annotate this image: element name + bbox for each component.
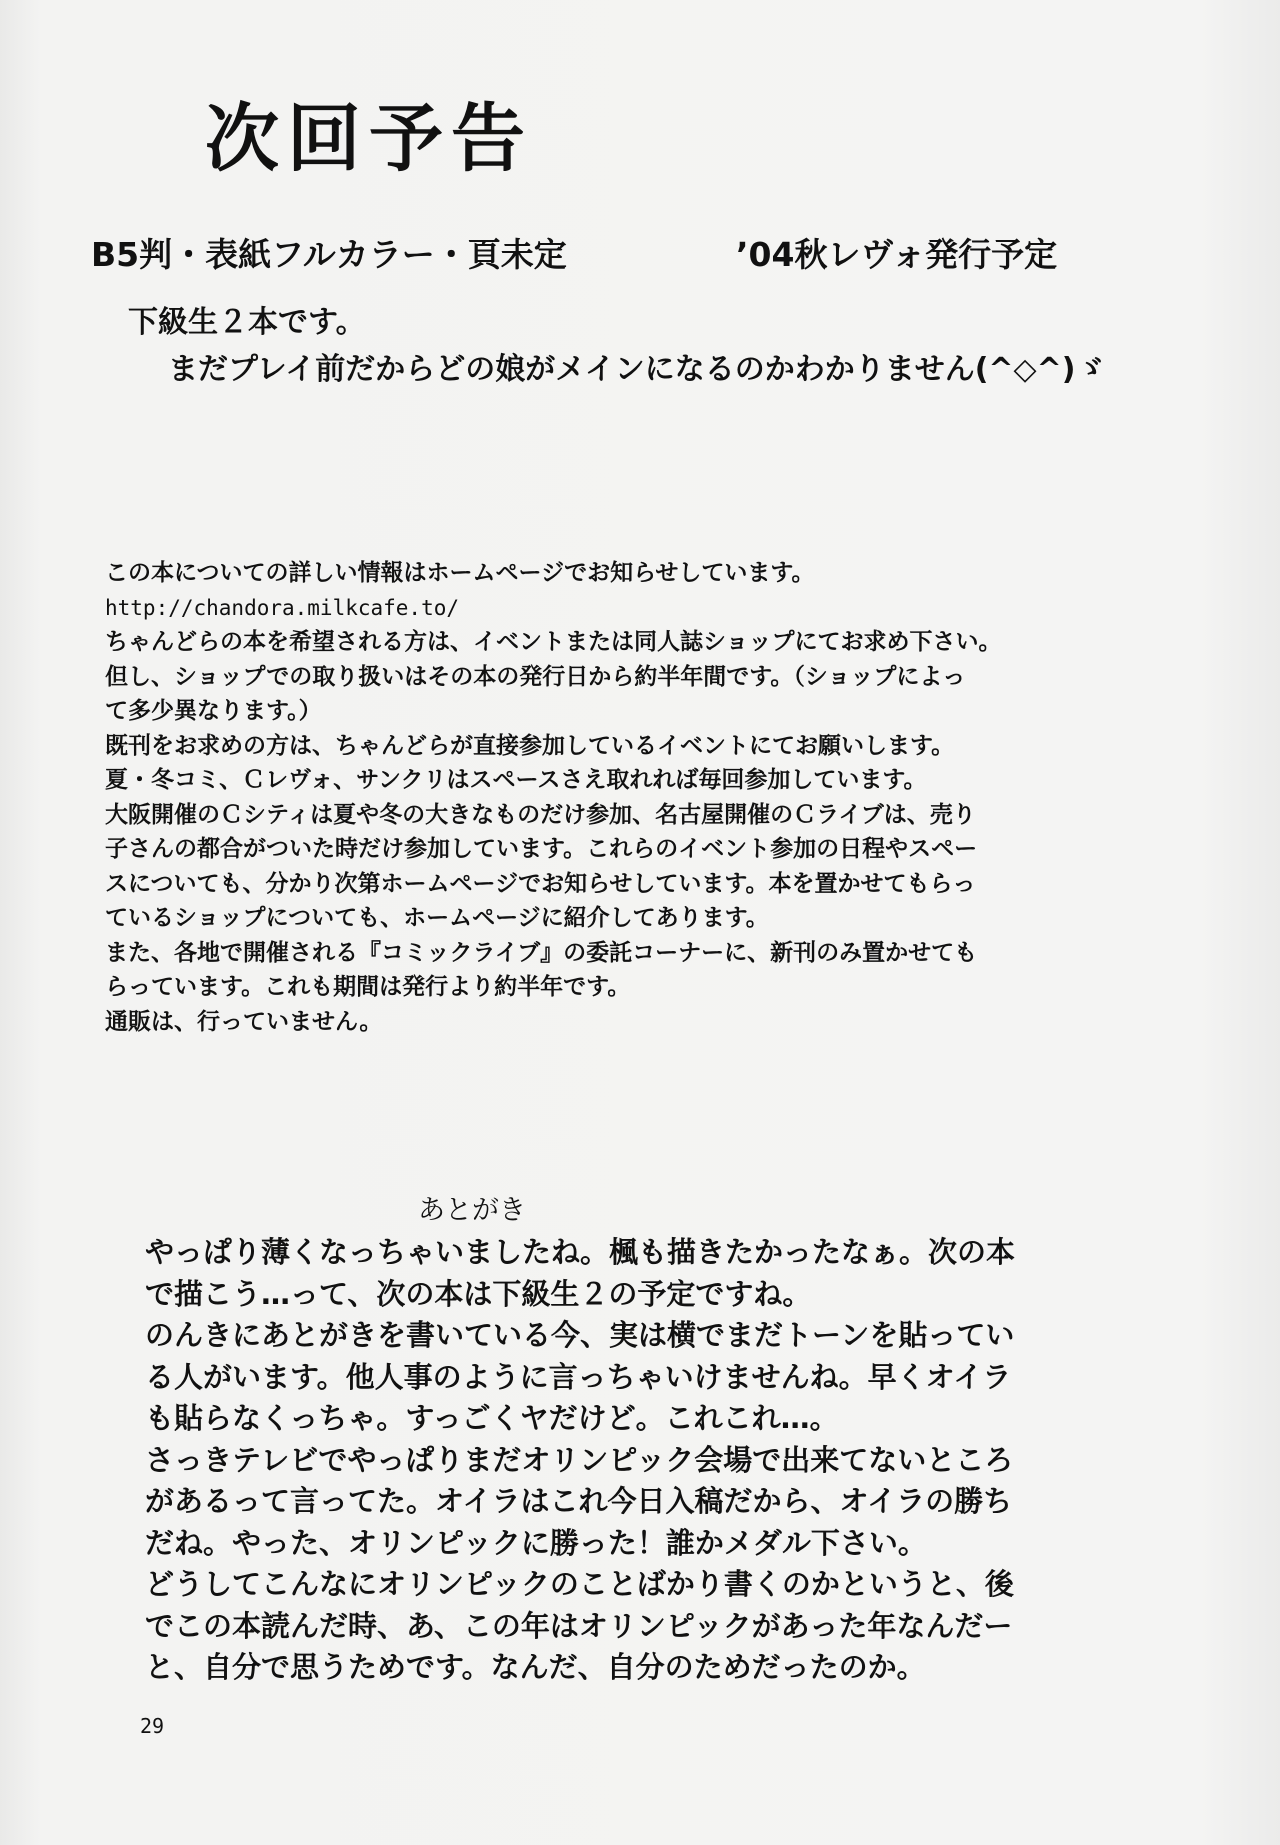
lead-line: 下級生２本です。 xyxy=(128,305,366,340)
page-number: 29 xyxy=(140,1714,165,1738)
afterword-line: のんきにあとがきを書いている今、実は横でまだトーンを貼ってい xyxy=(145,1318,1015,1352)
homepage-url: http://chandora.milkcafe.to/ xyxy=(105,595,460,620)
info-line: 通販は、行っていません。 xyxy=(105,1008,383,1035)
lead-subline: まだプレイ前だからどの娘がメインになるのかわかりません(^◇^)ゞ xyxy=(168,352,1106,387)
info-line: ているショップについても、ホームページに紹介してあります。 xyxy=(105,905,769,931)
afterword-line: と、自分で思うためです。なんだ、自分のためだったのか。 xyxy=(145,1650,926,1684)
info-paragraph xyxy=(105,556,1185,1039)
page-title: 次回予告 xyxy=(205,96,533,182)
info-line: この本についての詳しい情報はホームページでお知らせしています。 xyxy=(105,560,815,586)
info-line: 但し、ショップでの取り扱いはその本の発行日から約半年間です。（ショップによっ xyxy=(105,663,966,690)
info-line: ちゃんどらの本を希望される方は、イベントまたは同人誌ショップにてお求め下さい。 xyxy=(105,629,1002,655)
info-line: らっています。これも期間は発行より約半年です。 xyxy=(105,974,631,1000)
info-line: 子さんの都合がついた時だけ参加しています。これらのイベント参加の日程やスペー xyxy=(105,836,978,862)
info-line: また、各地で開催される『コミックライブ』の委託コーナーに、新刊のみ置かせても xyxy=(105,939,978,966)
info-line: スについても、分かり次第ホームページでお知らせしています。本を置かせてもらっ xyxy=(105,870,976,897)
afterword-line: さっきテレビでやっぱりまだオリンピック会場で出来てないところ xyxy=(145,1442,1014,1477)
release-schedule: ’04秋レヴォ発行予定 xyxy=(736,235,1058,274)
info-line: 夏・冬コミ、Ｃレヴォ、サンクリはスペースさえ取れれば毎回参加しています。 xyxy=(105,767,927,793)
book-format: B5判・表紙フルカラー・頁未定 xyxy=(91,235,567,274)
afterword-line: でこの本読んだ時、あ、この年はオリンピックがあった年なんだー xyxy=(145,1608,1013,1643)
afterword-line: で描こう…って、次の本は下級生２の予定ですね。 xyxy=(145,1276,812,1311)
afterword-text xyxy=(145,1232,1165,1689)
afterword-heading: あとがき xyxy=(418,1195,526,1226)
afterword-line: があるって言ってた。オイラはこれ今日入稿だから、オイラの勝ち xyxy=(145,1484,1013,1518)
afterword-line: も貼らなくっちゃ。すっごくヤだけど。これこれ…。 xyxy=(145,1401,839,1435)
info-line: て多少異なります。） xyxy=(105,698,322,724)
book-specs xyxy=(91,235,1058,274)
afterword-line: だね。やった、オリンピックに勝った！誰かメダル下さい。 xyxy=(145,1525,927,1560)
afterword-line: どうしてこんなにオリンピックのことばかり書くのかというと、後 xyxy=(145,1567,1014,1601)
afterword-line: やっぱり薄くなっちゃいましたね。楓も描きたかったなぁ。次の本 xyxy=(145,1235,1016,1269)
info-line: 既刊をお求めの方は、ちゃんどらが直接参加しているイベントにてお願いします。 xyxy=(105,732,955,759)
afterword-line: る人がいます。他人事のように言っちゃいけませんね。早くオイラ xyxy=(145,1359,1012,1394)
info-line: 大阪開催のＣシティは夏や冬の大きなものだけ参加、名古屋開催のＣライブは、売り xyxy=(105,801,976,828)
